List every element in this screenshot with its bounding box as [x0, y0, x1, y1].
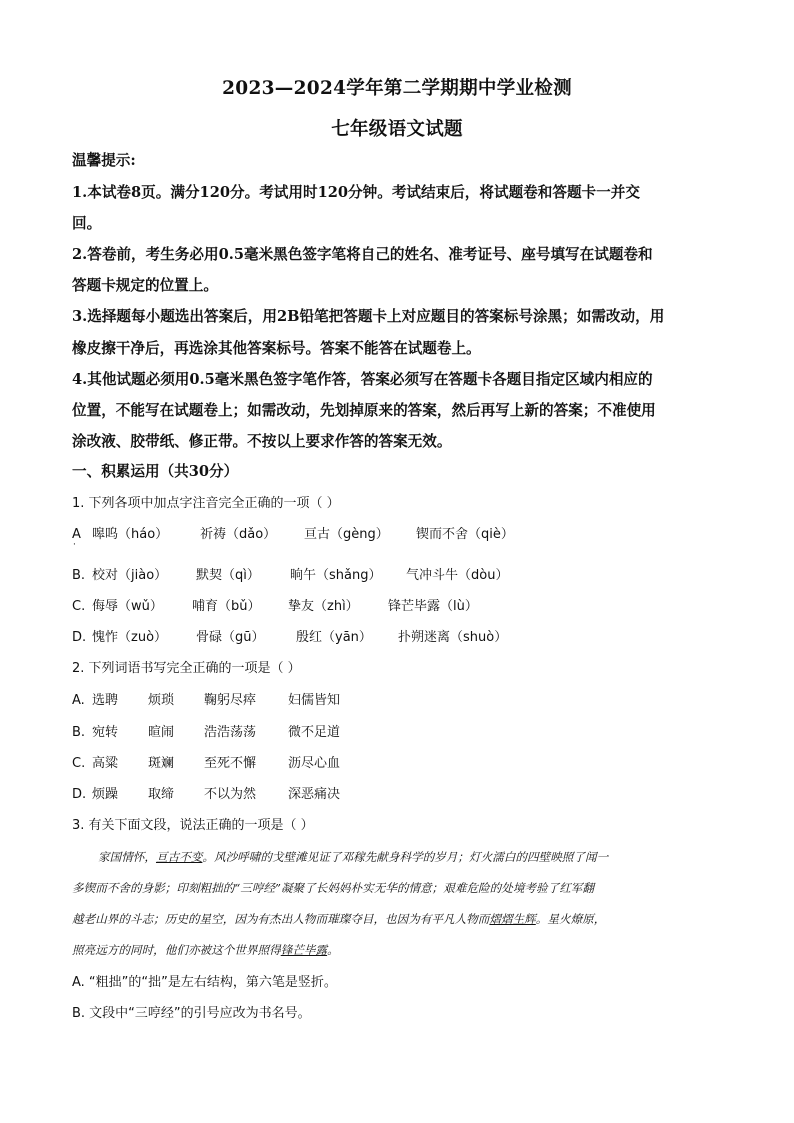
question-1-option-b[interactable] [72, 567, 508, 585]
question-3-option-a[interactable]: A. “粗拙”的“拙”是左右结构，第六笔是竖折。 [72, 975, 337, 990]
notice-line: 1.本试卷8页。满分120分。考试用时120分钟。考试结束后，将试题卷和答题卡一并交 [72, 184, 640, 201]
option-word: 高粱 [92, 756, 119, 771]
passage-text: 。 [327, 943, 339, 957]
question-3-option-b[interactable]: B. 文段中“三哼经”的引号应改为书名号。 [72, 1006, 311, 1021]
option-word: 祈祷（dǎo） [200, 527, 277, 542]
option-word: 默契（qì） [196, 568, 260, 583]
option-label: B. [72, 725, 86, 740]
option-word: 宛转 [92, 725, 119, 740]
option-word: 取缔 [148, 787, 175, 802]
question-2-option-d[interactable] [72, 786, 340, 804]
emphasis-dot-icon: · [73, 540, 76, 550]
option-label: A [72, 527, 81, 542]
option-word: 亘古（gèng） [304, 527, 389, 542]
option-word: 愧怍（zuò） [92, 630, 168, 645]
option-word: 不以为然 [204, 787, 257, 802]
option-label: C. [72, 756, 86, 771]
passage-line [72, 849, 758, 865]
option-word: 骨碌（gū） [196, 630, 265, 645]
passage-text: 。星火燎原， [535, 912, 606, 926]
option-word: 锲而不舍（qiè） [416, 527, 514, 542]
option-word: 挚友（zhì） [288, 599, 359, 614]
question-1-option-d[interactable] [72, 629, 507, 647]
option-word: 沥尽心血 [288, 756, 341, 771]
passage-text: 家国情怀， [98, 850, 156, 864]
option-word: 斑斓 [148, 756, 175, 771]
option-word: 扑朔迷离（shuò） [398, 630, 508, 645]
question-2-option-b[interactable] [72, 724, 340, 742]
option-label: C. [72, 599, 86, 614]
underlined-phrase: 熠熠生辉 [489, 912, 536, 926]
question-2-option-c[interactable] [72, 755, 340, 773]
question-1-option-a[interactable] [72, 526, 514, 544]
option-word: 校对（jiào） [92, 568, 168, 583]
notice-line: 位置，不能写在试题卷上；如需改动，先划掉原来的答案，然后再写上新的答案；不准使用 [72, 402, 656, 419]
option-word: 至死不懈 [204, 756, 257, 771]
passage-line: 多锲而不舍的身影；印刻粗拙的“三哼经”凝聚了长妈妈朴实无华的情意；艰难危险的处境考验了红军翻 [72, 881, 594, 895]
question-3-stem: 3. 有关下面文段，说法正确的一项是（ ） [72, 818, 314, 833]
underlined-phrase: 亘古不变 [155, 850, 203, 864]
passage-text: 照亮远方的同时，他们亦被这个世界照得 [72, 943, 281, 957]
notice-line: 涂改液、胶带纸、修正带。不按以上要求作答的答案无效。 [72, 433, 452, 450]
notice-line: 答题卡规定的位置上。 [72, 277, 218, 294]
option-word: 哺育（bǔ） [192, 599, 261, 614]
option-word: 烦琐 [148, 693, 175, 708]
question-2-stem: 2. 下列词语书写完全正确的一项是（ ） [72, 661, 301, 676]
exam-title: 2023—2024学年第二学期期中学业检测 [222, 78, 572, 99]
exam-subtitle: 七年级语文试题 [331, 119, 463, 140]
option-word: 嗥呜（háo） [92, 527, 169, 542]
passage-line [72, 942, 732, 958]
notice-line: 回。 [72, 215, 102, 232]
passage-text: 。风沙呼啸的戈壁滩见证了邓稼先献身科学的岁月；灯火濡白的四壁映照了闻一 [202, 850, 609, 864]
option-word: 暄闹 [148, 725, 175, 740]
passage-text: 越老山界的斗志；历史的星空，因为有杰出人物而璀璨夺目，也因为有平凡人物而 [72, 912, 490, 926]
option-label: B. [72, 568, 86, 583]
notice-line: 4.其他试题必须用0.5毫米黑色签字笔作答，答案必须写在答题卡各题目指定区域内相应的 [72, 371, 653, 388]
option-word: 微不足道 [288, 725, 341, 740]
option-label: A. [72, 693, 85, 708]
question-1-stem: 1. 下列各项中加点字注音完全正确的一项（ ） [72, 496, 340, 511]
option-word: 妇儒皆知 [288, 693, 341, 708]
option-word: 气冲斗牛（dòu） [406, 568, 509, 583]
passage-line [72, 911, 732, 927]
notice-line: 橡皮擦干净后，再选涂其他答案标号。答案不能答在试题卷上。 [72, 340, 481, 357]
notice-heading: 温馨提示: [72, 152, 136, 169]
option-word: 鞠躬尽瘁 [204, 693, 257, 708]
option-word: 浩浩荡荡 [204, 725, 257, 740]
section-heading: 一、积累运用（共30分） [72, 463, 239, 480]
question-1-option-c[interactable] [72, 598, 478, 616]
option-word: 选聘 [92, 693, 119, 708]
option-word: 烦躁 [92, 787, 119, 802]
option-label: D. [72, 787, 87, 802]
question-2-option-a[interactable] [72, 692, 340, 710]
option-word: 晌午（shǎng） [290, 568, 382, 583]
notice-line: 3.选择题每小题选出答案后，用2B铅笔把答题卡上对应题目的答案标号涂黑；如需改动，用 [72, 308, 665, 325]
option-label: D. [72, 630, 87, 645]
underlined-phrase: 锋芒毕露 [280, 943, 328, 957]
option-word: 殷红（yān） [296, 630, 372, 645]
notice-line: 2.答卷前，考生务必用0.5毫米黑色签字笔将自己的姓名、准考证号、座号填写在试题卷和 [72, 246, 653, 263]
option-word: 侮辱（wǔ） [92, 599, 163, 614]
option-word: 深恶痛决 [288, 787, 341, 802]
option-word: 锋芒毕露（lù） [388, 599, 478, 614]
